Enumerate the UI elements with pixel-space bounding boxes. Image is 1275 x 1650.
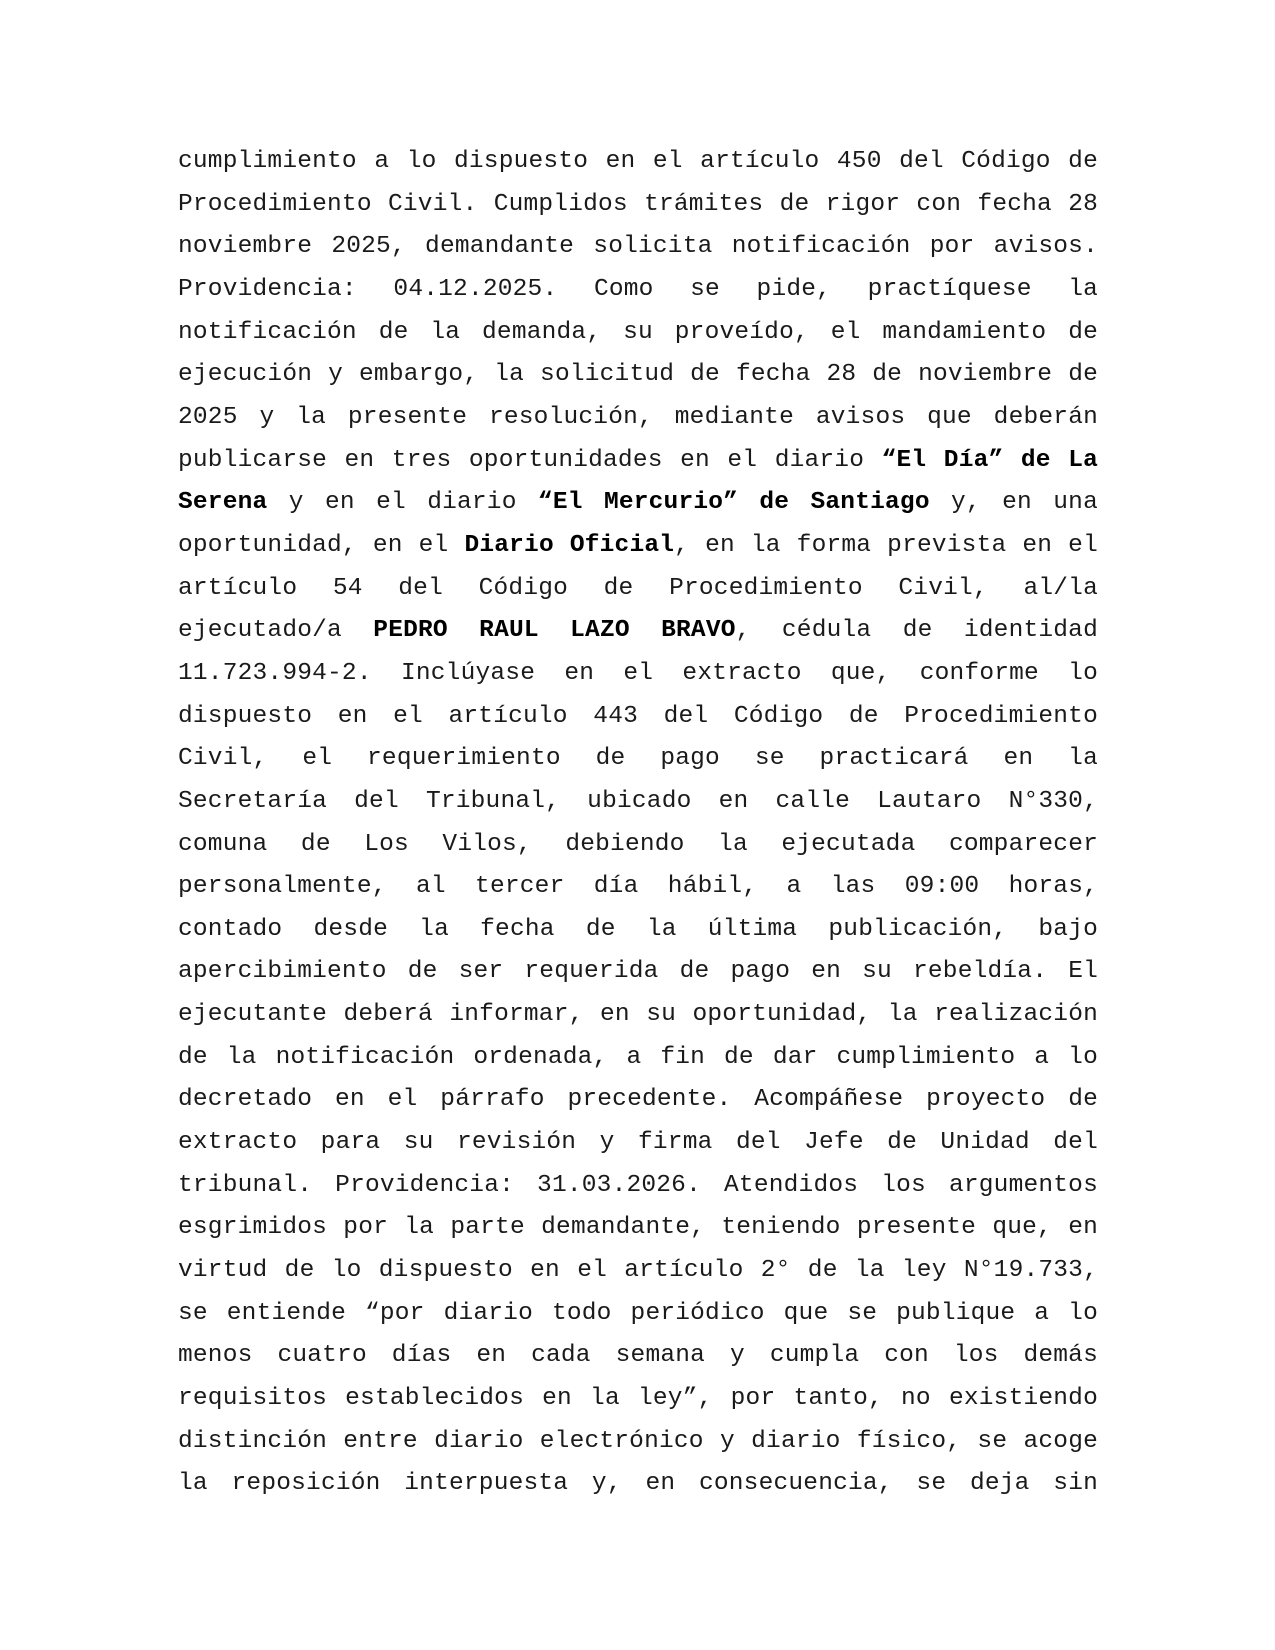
text-segment: , cédula de identidad 11.723.994-2. Inclúyase en el extracto que, conforme lo dispuesto en el artículo 443 del Código de Procedimiento Civil, el requerimiento de pago se practicará en la Secretaría del Tribunal, ubicado en calle Lautaro N°330, comuna de Los Vilos, debiendo la ejecutada comparecer personalmente, al tercer día hábil, a las 09:00 horas, contado desde la fecha de la última publicación, bajo apercibimiento de ser requerida de pago en su rebeldía. El ejecutante deberá informar, en su oportunidad, la realización de la notificación ordenada, a fin de dar cumplimiento a lo decretado en el párrafo precedente. Acompáñese proyecto de extracto para su revisión y firma del Jefe de Unidad del tribunal. Providencia: 31.03.2026. Atendidos los argumentos esgrimidos por la parte demandante, teniendo presente que, en virtud de lo dispuesto en el artículo 2° de la ley N°19.733, se entiende “por diario todo periódico que se publique a lo menos cuatro días en cada semana y cumpla con los demás requisitos establecidos en la ley”, por tanto, no existiendo distinción entre diario electrónico y diario físico, se acoge la reposición interpuesta y, en consecuencia, se deja sin — [178, 617, 1098, 1498]
text-segment: cumplimiento a lo dispuesto en el artículo 450 del Código de Procedimiento Civil. Cumplidos trámites de rigor con fecha 28 noviembre 2025, demandante solicita notificación por avisos. Providencia: 04.12.2025. Como se pide, practíquese la notificación de la demanda, su proveído, el mandamiento de ejecución y embargo, la solicitud de fecha 28 de noviembre de 2025 y la presente resolución, mediante avisos que deberán publicarse en tres oportunidades en el diario — [178, 148, 1098, 474]
newspaper-name-el-mercurio: “El Mercurio” de Santiago — [537, 489, 930, 517]
text-segment: , en la forma prevista en el artículo 54 del Código de Procedimiento Civil, al/la ejecutado/a — [178, 531, 1098, 645]
newspaper-name-el-dia: “El Día” de La Serena — [178, 446, 1098, 517]
body-paragraph — [178, 141, 1098, 1506]
text-segment: y en el diario — [267, 489, 538, 517]
diario-oficial: Diario Oficial — [464, 531, 675, 559]
defendant-name: PEDRO RAUL LAZO BRAVO — [373, 617, 736, 645]
text-segment: y, en una oportunidad, en el — [178, 489, 1098, 559]
